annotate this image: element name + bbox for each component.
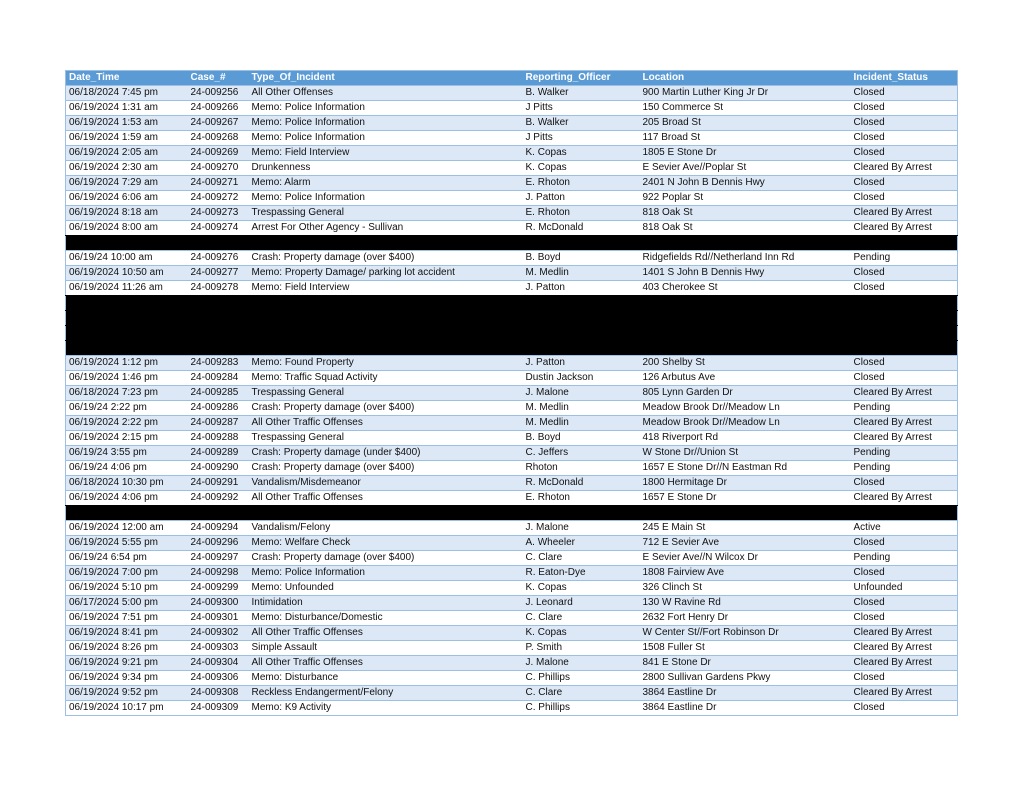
case-number-cell: 24-009286 xyxy=(188,401,249,416)
location-cell: 117 Broad St xyxy=(640,131,851,146)
incident-type-cell: Crash: Property damage (over $400) xyxy=(249,551,523,566)
case-number-cell: 24-009283 xyxy=(188,356,249,371)
reporting-officer-cell: J Pitts xyxy=(523,131,640,146)
reporting-officer-cell: C. Phillips xyxy=(523,671,640,686)
incident-type-cell: All Other Offenses xyxy=(249,86,523,101)
incident-status-cell: Pending xyxy=(851,401,958,416)
case-number-cell: 24-009301 xyxy=(188,611,249,626)
incident-status-cell: Cleared By Arrest xyxy=(851,686,958,701)
case-number-cell: 24-009302 xyxy=(188,626,249,641)
incident-status-cell: Closed xyxy=(851,116,958,131)
date-time-cell: 06/19/2024 6:06 am xyxy=(66,191,188,206)
table-row xyxy=(66,476,958,491)
table-row xyxy=(66,626,958,641)
incident-status-cell: Closed xyxy=(851,191,958,206)
location-cell: Meadow Brook Dr//Meadow Ln xyxy=(640,416,851,431)
date-time-cell: 06/19/2024 2:15 pm xyxy=(66,431,188,446)
location-cell: 326 Clinch St xyxy=(640,581,851,596)
location-cell: 818 Oak St xyxy=(640,221,851,236)
incident-type-cell: Memo: Police Information xyxy=(249,101,523,116)
column-header-reporting-officer: Reporting_Officer xyxy=(523,71,640,86)
table-row xyxy=(66,461,958,476)
reporting-officer-cell: E. Rhoton xyxy=(523,176,640,191)
case-number-cell: 24-009290 xyxy=(188,461,249,476)
redacted-row xyxy=(66,236,958,251)
table-row xyxy=(66,656,958,671)
incident-type-cell: Vandalism/Misdemeanor xyxy=(249,476,523,491)
incident-status-cell: Unfounded xyxy=(851,581,958,596)
table-row xyxy=(66,581,958,596)
location-cell: 1808 Fairview Ave xyxy=(640,566,851,581)
reporting-officer-cell: M. Medlin xyxy=(523,416,640,431)
location-cell: 818 Oak St xyxy=(640,206,851,221)
reporting-officer-cell: R. McDonald xyxy=(523,221,640,236)
location-cell: 900 Martin Luther King Jr Dr xyxy=(640,86,851,101)
incident-status-cell: Closed xyxy=(851,701,958,716)
date-time-cell: 06/19/2024 2:22 pm xyxy=(66,416,188,431)
case-number-cell: 24-009297 xyxy=(188,551,249,566)
reporting-officer-cell: C. Phillips xyxy=(523,701,640,716)
date-time-cell: 06/19/2024 8:18 am xyxy=(66,206,188,221)
table-row xyxy=(66,371,958,386)
location-cell: 2401 N John B Dennis Hwy xyxy=(640,176,851,191)
incident-type-cell: Crash: Property damage (over $400) xyxy=(249,251,523,266)
incident-type-cell: Memo: Police Information xyxy=(249,191,523,206)
reporting-officer-cell: K. Copas xyxy=(523,626,640,641)
date-time-cell: 06/19/2024 9:52 pm xyxy=(66,686,188,701)
reporting-officer-cell: J. Malone xyxy=(523,386,640,401)
reporting-officer-cell: E. Rhoton xyxy=(523,206,640,221)
location-cell: 2800 Sullivan Gardens Pkwy xyxy=(640,671,851,686)
case-number-cell: 24-009269 xyxy=(188,146,249,161)
table-row xyxy=(66,446,958,461)
reporting-officer-cell: E. Rhoton xyxy=(523,491,640,506)
date-time-cell: 06/19/24 10:00 am xyxy=(66,251,188,266)
case-number-cell: 24-009306 xyxy=(188,671,249,686)
date-time-cell: 06/19/2024 12:00 am xyxy=(66,521,188,536)
incident-status-cell: Pending xyxy=(851,461,958,476)
date-time-cell: 06/19/2024 1:12 pm xyxy=(66,356,188,371)
case-number-cell: 24-009274 xyxy=(188,221,249,236)
incident-status-cell: Closed xyxy=(851,596,958,611)
incident-status-cell: Closed xyxy=(851,566,958,581)
incident-status-cell: Pending xyxy=(851,251,958,266)
location-cell: 1800 Hermitage Dr xyxy=(640,476,851,491)
incident-type-cell: Memo: Welfare Check xyxy=(249,536,523,551)
location-cell: 805 Lynn Garden Dr xyxy=(640,386,851,401)
table-row xyxy=(66,401,958,416)
table-row xyxy=(66,491,958,506)
incident-type-cell: Trespassing General xyxy=(249,431,523,446)
location-cell: 2632 Fort Henry Dr xyxy=(640,611,851,626)
incident-type-cell: Memo: Disturbance xyxy=(249,671,523,686)
date-time-cell: 06/18/2024 7:45 pm xyxy=(66,86,188,101)
incident-type-cell: Vandalism/Felony xyxy=(249,521,523,536)
case-number-cell: 24-009298 xyxy=(188,566,249,581)
case-number-cell: 24-009288 xyxy=(188,431,249,446)
case-number-cell: 24-009308 xyxy=(188,686,249,701)
date-time-cell: 06/19/2024 2:30 am xyxy=(66,161,188,176)
reporting-officer-cell: J. Leonard xyxy=(523,596,640,611)
date-time-cell: 06/19/2024 8:26 pm xyxy=(66,641,188,656)
date-time-cell: 06/19/2024 1:31 am xyxy=(66,101,188,116)
incident-type-cell: Intimidation xyxy=(249,596,523,611)
incident-type-cell: Memo: Unfounded xyxy=(249,581,523,596)
reporting-officer-cell: B. Boyd xyxy=(523,431,640,446)
case-number-cell: 24-009294 xyxy=(188,521,249,536)
date-time-cell: 06/19/2024 1:59 am xyxy=(66,131,188,146)
incident-type-cell: Memo: Police Information xyxy=(249,116,523,131)
reporting-officer-cell: B. Boyd xyxy=(523,251,640,266)
incident-type-cell: Memo: Police Information xyxy=(249,566,523,581)
incident-log-table xyxy=(65,70,958,716)
reporting-officer-cell: M. Medlin xyxy=(523,401,640,416)
incident-type-cell: Reckless Endangerment/Felony xyxy=(249,686,523,701)
incident-status-cell: Pending xyxy=(851,551,958,566)
case-number-cell: 24-009256 xyxy=(188,86,249,101)
incident-status-cell: Cleared By Arrest xyxy=(851,416,958,431)
table-row xyxy=(66,86,958,101)
date-time-cell: 06/19/24 3:55 pm xyxy=(66,446,188,461)
table-row xyxy=(66,701,958,716)
incident-status-cell: Closed xyxy=(851,86,958,101)
reporting-officer-cell: J. Malone xyxy=(523,521,640,536)
column-header-incident-status: Incident_Status xyxy=(851,71,958,86)
table-row xyxy=(66,686,958,701)
incident-status-cell: Cleared By Arrest xyxy=(851,641,958,656)
date-time-cell: 06/19/2024 1:53 am xyxy=(66,116,188,131)
table-row xyxy=(66,551,958,566)
reporting-officer-cell: M. Medlin xyxy=(523,266,640,281)
reporting-officer-cell: J. Malone xyxy=(523,656,640,671)
reporting-officer-cell: K. Copas xyxy=(523,581,640,596)
location-cell: 3864 Eastline Dr xyxy=(640,701,851,716)
reporting-officer-cell: A. Wheeler xyxy=(523,536,640,551)
incident-type-cell: Memo: Police Information xyxy=(249,131,523,146)
redacted-row xyxy=(66,326,958,341)
date-time-cell: 06/19/2024 7:00 pm xyxy=(66,566,188,581)
location-cell: 712 E Sevier Ave xyxy=(640,536,851,551)
redacted-row xyxy=(66,296,958,311)
table-row xyxy=(66,536,958,551)
table-row xyxy=(66,521,958,536)
redacted-row xyxy=(66,506,958,521)
case-number-cell: 24-009284 xyxy=(188,371,249,386)
incident-status-cell: Cleared By Arrest xyxy=(851,386,958,401)
incident-status-cell: Closed xyxy=(851,281,958,296)
case-number-cell: 24-009292 xyxy=(188,491,249,506)
incident-status-cell: Cleared By Arrest xyxy=(851,431,958,446)
incident-status-cell: Closed xyxy=(851,146,958,161)
table-row xyxy=(66,206,958,221)
date-time-cell: 06/18/2024 10:30 pm xyxy=(66,476,188,491)
incident-status-cell: Closed xyxy=(851,176,958,191)
incident-type-cell: Crash: Property damage (under $400) xyxy=(249,446,523,461)
incident-type-cell: Crash: Property damage (over $400) xyxy=(249,401,523,416)
location-cell: 245 E Main St xyxy=(640,521,851,536)
date-time-cell: 06/19/2024 11:26 am xyxy=(66,281,188,296)
table-row xyxy=(66,176,958,191)
location-cell: 130 W Ravine Rd xyxy=(640,596,851,611)
incident-type-cell: Memo: Found Property xyxy=(249,356,523,371)
location-cell: E Sevier Ave//Poplar St xyxy=(640,161,851,176)
reporting-officer-cell: B. Walker xyxy=(523,86,640,101)
reporting-officer-cell: P. Smith xyxy=(523,641,640,656)
case-number-cell: 24-009267 xyxy=(188,116,249,131)
case-number-cell: 24-009285 xyxy=(188,386,249,401)
reporting-officer-cell: R. McDonald xyxy=(523,476,640,491)
case-number-cell: 24-009266 xyxy=(188,101,249,116)
date-time-cell: 06/19/2024 9:21 pm xyxy=(66,656,188,671)
table-row xyxy=(66,281,958,296)
location-cell: 922 Poplar St xyxy=(640,191,851,206)
location-cell: E Sevier Ave//N Wilcox Dr xyxy=(640,551,851,566)
date-time-cell: 06/19/24 6:54 pm xyxy=(66,551,188,566)
date-time-cell: 06/19/2024 8:41 pm xyxy=(66,626,188,641)
incident-type-cell: Memo: Alarm xyxy=(249,176,523,191)
column-header-case-number: Case_# xyxy=(188,71,249,86)
incident-status-cell: Closed xyxy=(851,131,958,146)
incident-type-cell: All Other Traffic Offenses xyxy=(249,626,523,641)
location-cell: W Stone Dr//Union St xyxy=(640,446,851,461)
table-row xyxy=(66,116,958,131)
table-row xyxy=(66,611,958,626)
incident-status-cell: Cleared By Arrest xyxy=(851,626,958,641)
location-cell: Meadow Brook Dr//Meadow Ln xyxy=(640,401,851,416)
incident-type-cell: All Other Traffic Offenses xyxy=(249,491,523,506)
incident-type-cell: Trespassing General xyxy=(249,386,523,401)
case-number-cell: 24-009273 xyxy=(188,206,249,221)
case-number-cell: 24-009276 xyxy=(188,251,249,266)
date-time-cell: 06/19/24 4:06 pm xyxy=(66,461,188,476)
table-row xyxy=(66,266,958,281)
reporting-officer-cell: R. Eaton-Dye xyxy=(523,566,640,581)
incident-status-cell: Cleared By Arrest xyxy=(851,656,958,671)
case-number-cell: 24-009299 xyxy=(188,581,249,596)
incident-type-cell: Memo: Property Damage/ parking lot accident xyxy=(249,266,523,281)
date-time-cell: 06/19/2024 1:46 pm xyxy=(66,371,188,386)
table-row xyxy=(66,416,958,431)
reporting-officer-cell: J. Patton xyxy=(523,191,640,206)
case-number-cell: 24-009291 xyxy=(188,476,249,491)
column-header-location: Location xyxy=(640,71,851,86)
incident-type-cell: Crash: Property damage (over $400) xyxy=(249,461,523,476)
incident-status-cell: Pending xyxy=(851,446,958,461)
table-header-row xyxy=(66,71,958,86)
column-header-date-time: Date_Time xyxy=(66,71,188,86)
incident-type-cell: Arrest For Other Agency - Sullivan xyxy=(249,221,523,236)
table-row xyxy=(66,146,958,161)
location-cell: 403 Cherokee St xyxy=(640,281,851,296)
location-cell: 1805 E Stone Dr xyxy=(640,146,851,161)
redaction-bar xyxy=(66,296,958,311)
location-cell: 150 Commerce St xyxy=(640,101,851,116)
date-time-cell: 06/19/2024 7:51 pm xyxy=(66,611,188,626)
case-number-cell: 24-009277 xyxy=(188,266,249,281)
location-cell: 1401 S John B Dennis Hwy xyxy=(640,266,851,281)
location-cell: 1657 E Stone Dr xyxy=(640,491,851,506)
incident-status-cell: Closed xyxy=(851,476,958,491)
date-time-cell: 06/19/2024 2:05 am xyxy=(66,146,188,161)
table-row xyxy=(66,671,958,686)
case-number-cell: 24-009300 xyxy=(188,596,249,611)
incident-status-cell: Closed xyxy=(851,101,958,116)
case-number-cell: 24-009271 xyxy=(188,176,249,191)
date-time-cell: 06/19/2024 7:29 am xyxy=(66,176,188,191)
incident-type-cell: Memo: Disturbance/Domestic xyxy=(249,611,523,626)
incident-status-cell: Closed xyxy=(851,266,958,281)
case-number-cell: 24-009268 xyxy=(188,131,249,146)
case-number-cell: 24-009270 xyxy=(188,161,249,176)
table-row xyxy=(66,221,958,236)
incident-status-cell: Cleared By Arrest xyxy=(851,221,958,236)
table-row xyxy=(66,251,958,266)
location-cell: Ridgefields Rd//Netherland Inn Rd xyxy=(640,251,851,266)
redaction-bar xyxy=(66,506,958,521)
redaction-bar xyxy=(66,311,958,326)
date-time-cell: 06/19/2024 10:17 pm xyxy=(66,701,188,716)
reporting-officer-cell: B. Walker xyxy=(523,116,640,131)
redacted-row xyxy=(66,341,958,356)
incident-status-cell: Closed xyxy=(851,536,958,551)
date-time-cell: 06/19/2024 8:00 am xyxy=(66,221,188,236)
table-row xyxy=(66,596,958,611)
location-cell: 205 Broad St xyxy=(640,116,851,131)
reporting-officer-cell: Rhoton xyxy=(523,461,640,476)
incident-status-cell: Closed xyxy=(851,356,958,371)
location-cell: W Center St//Fort Robinson Dr xyxy=(640,626,851,641)
incident-type-cell: Drunkenness xyxy=(249,161,523,176)
date-time-cell: 06/19/2024 5:10 pm xyxy=(66,581,188,596)
location-cell: 3864 Eastline Dr xyxy=(640,686,851,701)
incident-type-cell: Memo: K9 Activity xyxy=(249,701,523,716)
date-time-cell: 06/19/2024 9:34 pm xyxy=(66,671,188,686)
incident-type-cell: Memo: Field Interview xyxy=(249,146,523,161)
table-row xyxy=(66,131,958,146)
incident-type-cell: Trespassing General xyxy=(249,206,523,221)
date-time-cell: 06/18/2024 7:23 pm xyxy=(66,386,188,401)
table-row xyxy=(66,566,958,581)
table-row xyxy=(66,386,958,401)
reporting-officer-cell: C. Clare xyxy=(523,686,640,701)
reporting-officer-cell: K. Copas xyxy=(523,161,640,176)
incident-status-cell: Closed xyxy=(851,371,958,386)
incident-status-cell: Active xyxy=(851,521,958,536)
case-number-cell: 24-009304 xyxy=(188,656,249,671)
reporting-officer-cell: J. Patton xyxy=(523,281,640,296)
redacted-row xyxy=(66,311,958,326)
incident-status-cell: Cleared By Arrest xyxy=(851,491,958,506)
case-number-cell: 24-009272 xyxy=(188,191,249,206)
reporting-officer-cell: K. Copas xyxy=(523,146,640,161)
incident-type-cell: All Other Traffic Offenses xyxy=(249,416,523,431)
table-row xyxy=(66,191,958,206)
case-number-cell: 24-009296 xyxy=(188,536,249,551)
incident-status-cell: Closed xyxy=(851,671,958,686)
column-header-type-of-incident: Type_Of_Incident xyxy=(249,71,523,86)
location-cell: 841 E Stone Dr xyxy=(640,656,851,671)
incident-type-cell: All Other Traffic Offenses xyxy=(249,656,523,671)
table-body xyxy=(66,86,958,716)
date-time-cell: 06/19/2024 5:55 pm xyxy=(66,536,188,551)
date-time-cell: 06/19/24 2:22 pm xyxy=(66,401,188,416)
table-row xyxy=(66,641,958,656)
location-cell: 200 Shelby St xyxy=(640,356,851,371)
location-cell: 1508 Fuller St xyxy=(640,641,851,656)
incident-type-cell: Memo: Traffic Squad Activity xyxy=(249,371,523,386)
incident-type-cell: Memo: Field Interview xyxy=(249,281,523,296)
redaction-bar xyxy=(66,341,958,356)
case-number-cell: 24-009287 xyxy=(188,416,249,431)
incident-status-cell: Closed xyxy=(851,611,958,626)
case-number-cell: 24-009303 xyxy=(188,641,249,656)
incident-type-cell: Simple Assault xyxy=(249,641,523,656)
redaction-bar xyxy=(66,236,958,251)
redaction-bar xyxy=(66,326,958,341)
reporting-officer-cell: J Pitts xyxy=(523,101,640,116)
table-row xyxy=(66,161,958,176)
reporting-officer-cell: C. Clare xyxy=(523,551,640,566)
case-number-cell: 24-009289 xyxy=(188,446,249,461)
case-number-cell: 24-009278 xyxy=(188,281,249,296)
case-number-cell: 24-009309 xyxy=(188,701,249,716)
reporting-officer-cell: J. Patton xyxy=(523,356,640,371)
reporting-officer-cell: Dustin Jackson xyxy=(523,371,640,386)
table-row xyxy=(66,101,958,116)
table-row xyxy=(66,356,958,371)
incident-status-cell: Cleared By Arrest xyxy=(851,206,958,221)
date-time-cell: 06/19/2024 10:50 am xyxy=(66,266,188,281)
reporting-officer-cell: C. Clare xyxy=(523,611,640,626)
date-time-cell: 06/17/2024 5:00 pm xyxy=(66,596,188,611)
location-cell: 1657 E Stone Dr//N Eastman Rd xyxy=(640,461,851,476)
location-cell: 126 Arbutus Ave xyxy=(640,371,851,386)
table-row xyxy=(66,431,958,446)
location-cell: 418 Riverport Rd xyxy=(640,431,851,446)
reporting-officer-cell: C. Jeffers xyxy=(523,446,640,461)
date-time-cell: 06/19/2024 4:06 pm xyxy=(66,491,188,506)
incident-status-cell: Cleared By Arrest xyxy=(851,161,958,176)
